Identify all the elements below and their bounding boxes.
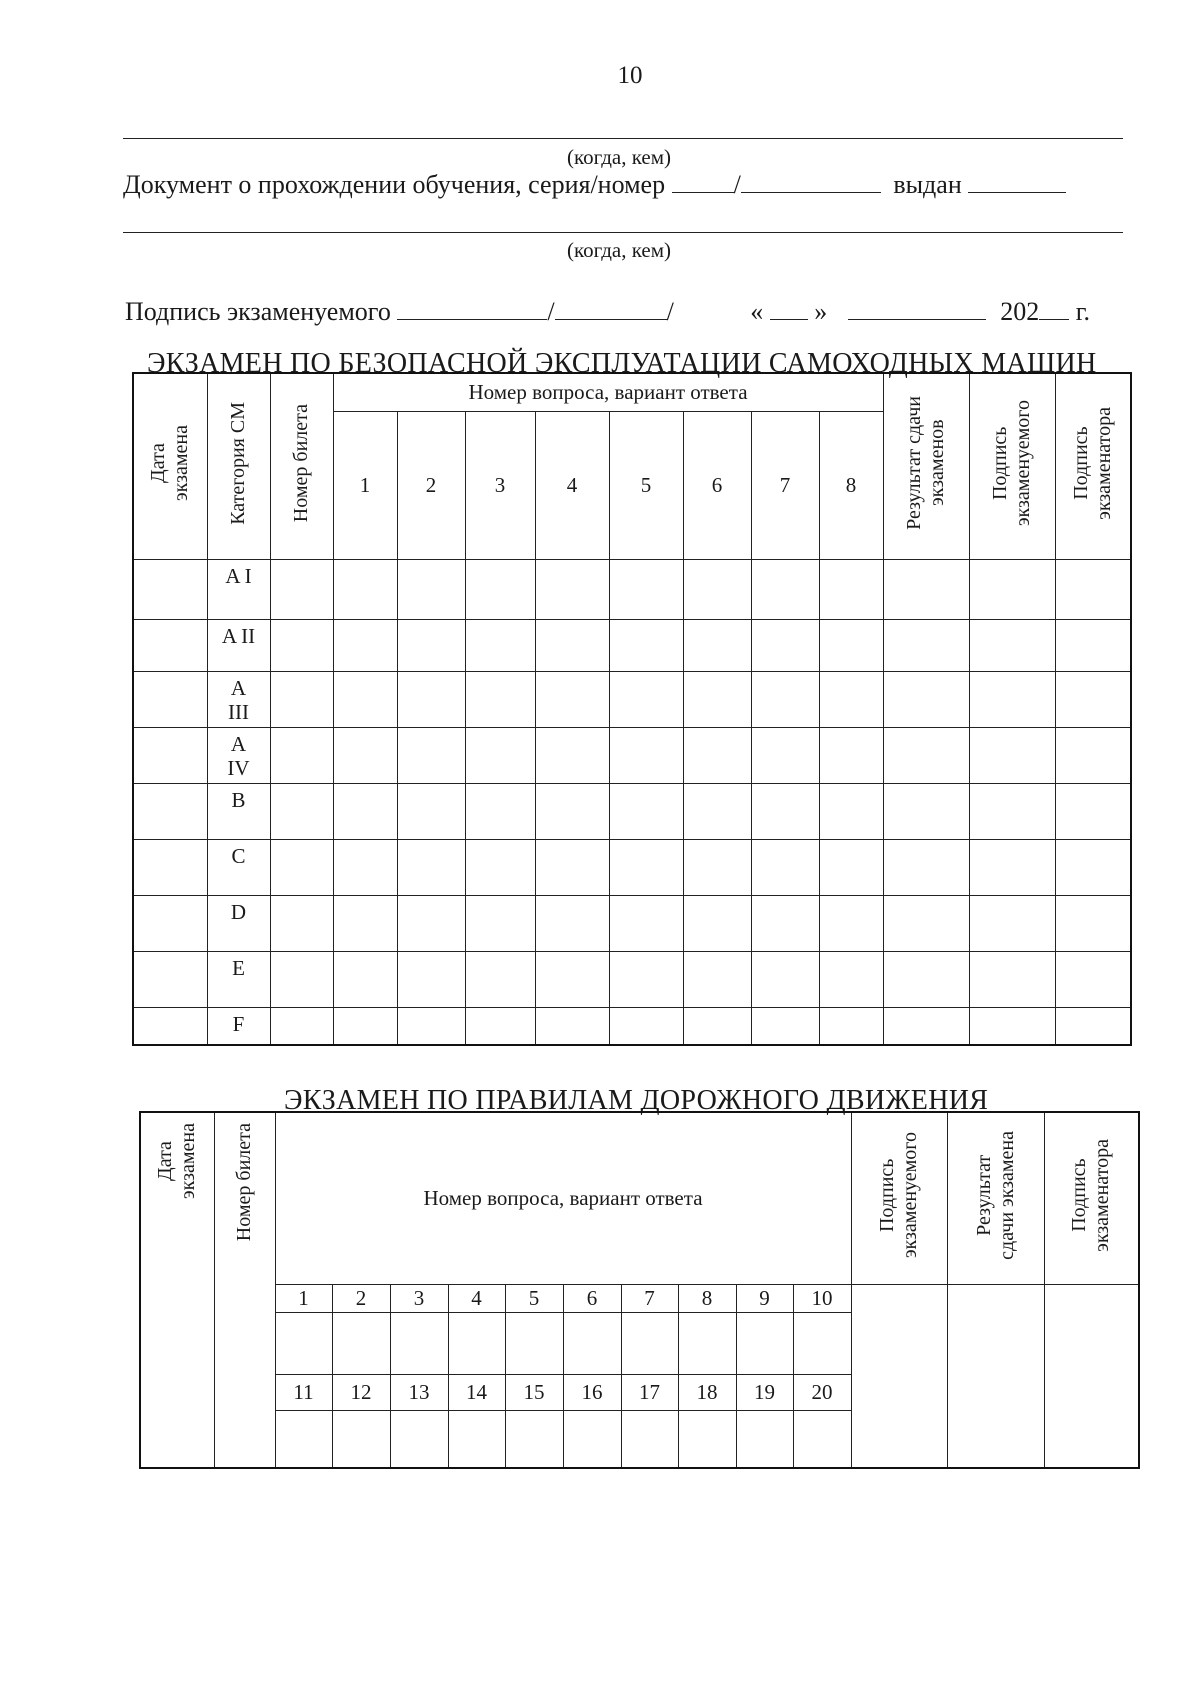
- answer-cell[interactable]: [969, 727, 1055, 783]
- answer-cell[interactable]: [751, 895, 819, 951]
- issuer-line-1[interactable]: [123, 138, 1123, 139]
- signature-line: [125, 297, 1090, 327]
- answer-cell[interactable]: [333, 895, 397, 951]
- answer-cell[interactable]: [883, 895, 969, 951]
- header-category: Категория СМ: [207, 373, 270, 559]
- answer-cell[interactable]: [535, 951, 609, 1007]
- answer-cell[interactable]: [465, 783, 535, 839]
- question-number: 11: [275, 1374, 332, 1410]
- answer-cell[interactable]: [883, 619, 969, 671]
- answer-cell[interactable]: [883, 559, 969, 619]
- answer-cell[interactable]: [609, 783, 683, 839]
- answer-cell[interactable]: [683, 619, 751, 671]
- answer-cell[interactable]: [609, 839, 683, 895]
- question-number: 5: [505, 1284, 563, 1312]
- question-number: 1: [333, 411, 397, 559]
- answer-cell[interactable]: [883, 671, 969, 727]
- examinee-signature-field[interactable]: [397, 297, 547, 320]
- answer-cell[interactable]: [1055, 727, 1131, 783]
- question-number: 17: [621, 1374, 678, 1410]
- quote-open: «: [750, 297, 764, 326]
- answer-cell[interactable]: [751, 783, 819, 839]
- header-examiner-signature: Подпись экзаменатора: [1044, 1112, 1139, 1284]
- answer-cell[interactable]: [683, 727, 751, 783]
- question-number: 4: [448, 1284, 505, 1312]
- category-row: [133, 839, 1131, 895]
- category-label: C: [207, 839, 270, 895]
- document-number-field[interactable]: [741, 170, 881, 193]
- examiner-signature-cell[interactable]: [1044, 1284, 1139, 1468]
- answer-cell[interactable]: [1055, 951, 1131, 1007]
- document-line: [123, 170, 1066, 200]
- header-result: Результат сдачи экзамена: [947, 1112, 1044, 1284]
- answer-cell[interactable]: [621, 1410, 678, 1468]
- header-ticket-number: Номер билета: [214, 1112, 275, 1468]
- question-number: 9: [736, 1284, 793, 1312]
- answer-cell[interactable]: [465, 559, 535, 619]
- answer-cell[interactable]: [535, 727, 609, 783]
- answer-cell[interactable]: [751, 839, 819, 895]
- question-number: 8: [678, 1284, 736, 1312]
- answer-cell[interactable]: [678, 1410, 736, 1468]
- category-row: [133, 895, 1131, 951]
- header-examinee-signature: Подпись экзаменуемого: [969, 373, 1055, 559]
- answer-cell[interactable]: [505, 1312, 563, 1374]
- document-issued-label: выдан: [893, 170, 962, 199]
- category-row: [133, 783, 1131, 839]
- answer-cell[interactable]: [333, 559, 397, 619]
- answer-cell[interactable]: [819, 727, 883, 783]
- answer-cell[interactable]: [609, 727, 683, 783]
- question-number: 13: [390, 1374, 448, 1410]
- examinee-signature-label: Подпись экзаменуемого: [125, 297, 391, 326]
- answer-cell[interactable]: [333, 951, 397, 1007]
- answer-cell[interactable]: [535, 671, 609, 727]
- answer-cell[interactable]: [397, 895, 465, 951]
- question-number: 18: [678, 1374, 736, 1410]
- answer-cell[interactable]: [505, 1410, 563, 1468]
- answer-cell[interactable]: [133, 951, 207, 1007]
- answer-cell[interactable]: [535, 559, 609, 619]
- answer-cell[interactable]: [969, 783, 1055, 839]
- answer-cell[interactable]: [1055, 559, 1131, 619]
- answer-cell[interactable]: [883, 951, 969, 1007]
- question-number: 14: [448, 1374, 505, 1410]
- question-number: 6: [683, 411, 751, 559]
- question-number: 10: [793, 1284, 851, 1312]
- answer-cell[interactable]: [621, 1312, 678, 1374]
- question-number: 2: [397, 411, 465, 559]
- category-label: B: [207, 783, 270, 839]
- month-field[interactable]: [848, 297, 986, 320]
- answer-cell[interactable]: [819, 895, 883, 951]
- question-number: 1: [275, 1284, 332, 1312]
- answer-cell[interactable]: [819, 783, 883, 839]
- category-label: D: [207, 895, 270, 951]
- header-result: Результат сдачи экзаменов: [883, 373, 969, 559]
- document-label: Документ о прохождении обучения, серия/номер: [123, 170, 666, 199]
- answer-cell[interactable]: [609, 895, 683, 951]
- category-row: [133, 727, 1131, 783]
- answer-cell[interactable]: [1055, 783, 1131, 839]
- answer-cell[interactable]: [683, 1007, 751, 1045]
- answer-cell[interactable]: [883, 783, 969, 839]
- category-row: [133, 559, 1131, 619]
- answer-cell[interactable]: [969, 951, 1055, 1007]
- section1-title: ЭКЗАМЕН ПО БЕЗОПАСНОЙ ЭКСПЛУАТАЦИИ САМОХОДНЫХ МАШИН: [147, 348, 1097, 379]
- answer-cell[interactable]: [397, 783, 465, 839]
- answer-cell[interactable]: [563, 1312, 621, 1374]
- answer-cell[interactable]: [397, 951, 465, 1007]
- answer-cell[interactable]: [465, 951, 535, 1007]
- answer-cell[interactable]: [397, 839, 465, 895]
- document-issued-field[interactable]: [968, 170, 1066, 193]
- answer-cell[interactable]: [535, 619, 609, 671]
- answer-cell[interactable]: [969, 619, 1055, 671]
- answer-cell[interactable]: [883, 1007, 969, 1045]
- answer-cell[interactable]: [793, 1312, 851, 1374]
- answer-cell[interactable]: [397, 559, 465, 619]
- answer-cell[interactable]: [465, 671, 535, 727]
- result-cell[interactable]: [947, 1284, 1044, 1468]
- question-number: 7: [751, 411, 819, 559]
- header-question-group: Номер вопроса, вариант ответа: [333, 373, 883, 411]
- answer-cell[interactable]: [333, 727, 397, 783]
- day-field[interactable]: [770, 297, 808, 320]
- answer-cell[interactable]: [683, 951, 751, 1007]
- year-suffix: г.: [1075, 297, 1091, 326]
- answer-cell[interactable]: [751, 671, 819, 727]
- answer-cell[interactable]: [535, 783, 609, 839]
- answer-cell[interactable]: [333, 783, 397, 839]
- category-row: [133, 619, 1131, 671]
- question-number: 20: [793, 1374, 851, 1410]
- answer-cell[interactable]: [609, 1007, 683, 1045]
- self-propelled-machines-exam-table: [132, 372, 1132, 1046]
- answer-cell[interactable]: [1055, 839, 1131, 895]
- signature-slash-1: /: [547, 297, 555, 326]
- answer-cell[interactable]: [683, 671, 751, 727]
- question-number: 15: [505, 1374, 563, 1410]
- answer-cell[interactable]: [448, 1410, 505, 1468]
- answer-cell[interactable]: [1055, 619, 1131, 671]
- category-label: A III: [207, 671, 270, 727]
- document-slash: /: [733, 170, 741, 199]
- document-series-field[interactable]: [672, 170, 734, 193]
- issuer-line-2[interactable]: [123, 232, 1123, 233]
- answer-cell[interactable]: [333, 619, 397, 671]
- category-row: [133, 1007, 1131, 1045]
- answer-cell[interactable]: [969, 895, 1055, 951]
- answer-cell[interactable]: [819, 951, 883, 1007]
- answer-cell[interactable]: [465, 727, 535, 783]
- answer-cell[interactable]: [270, 839, 333, 895]
- year-prefix: 202: [1000, 297, 1040, 326]
- answer-cell[interactable]: [133, 895, 207, 951]
- section2-title: ЭКЗАМЕН ПО ПРАВИЛАМ ДОРОЖНОГО ДВИЖЕНИЯ: [284, 1085, 989, 1116]
- answer-cell[interactable]: [1055, 895, 1131, 951]
- signature-slash-2: /: [666, 297, 674, 326]
- category-row: [133, 671, 1131, 727]
- question-number: 6: [563, 1284, 621, 1312]
- answer-cell[interactable]: [275, 1410, 332, 1468]
- answer-cell[interactable]: [133, 619, 207, 671]
- answer-cell[interactable]: [270, 727, 333, 783]
- answer-cell[interactable]: [609, 619, 683, 671]
- header-exam-date: Дата экзамена: [140, 1112, 214, 1468]
- question-number: 3: [390, 1284, 448, 1312]
- question-number: 5: [609, 411, 683, 559]
- question-number: 4: [535, 411, 609, 559]
- answer-cell[interactable]: [883, 839, 969, 895]
- answer-cell[interactable]: [751, 619, 819, 671]
- answer-cell[interactable]: [819, 671, 883, 727]
- answer-cell[interactable]: [465, 895, 535, 951]
- answer-cell[interactable]: [397, 727, 465, 783]
- caption-when-who-2: (когда, кем): [567, 238, 671, 262]
- answer-cell[interactable]: [465, 619, 535, 671]
- answer-cell[interactable]: [609, 951, 683, 1007]
- traffic-rules-exam-table: [139, 1111, 1140, 1469]
- answer-cell[interactable]: [270, 1007, 333, 1045]
- answer-cell[interactable]: [270, 783, 333, 839]
- year-field[interactable]: [1039, 297, 1069, 320]
- answer-cell[interactable]: [333, 839, 397, 895]
- answer-cell[interactable]: [751, 951, 819, 1007]
- answer-cell[interactable]: [270, 619, 333, 671]
- answer-cell[interactable]: [736, 1410, 793, 1468]
- category-label: A IV: [207, 727, 270, 783]
- question-number: 2: [332, 1284, 390, 1312]
- answer-cell[interactable]: [969, 671, 1055, 727]
- answer-cell[interactable]: [683, 559, 751, 619]
- answer-cell[interactable]: [332, 1410, 390, 1468]
- question-number: 16: [563, 1374, 621, 1410]
- header-ticket-number: Номер билета: [270, 373, 333, 559]
- header-examinee-signature: Подпись экзаменуемого: [851, 1112, 947, 1284]
- answer-cell[interactable]: [736, 1312, 793, 1374]
- category-label: E: [207, 951, 270, 1007]
- question-number: 3: [465, 411, 535, 559]
- answer-cell[interactable]: [819, 1007, 883, 1045]
- answer-cell[interactable]: [270, 895, 333, 951]
- answer-cell[interactable]: [683, 895, 751, 951]
- answer-cell[interactable]: [133, 839, 207, 895]
- answer-cell[interactable]: [819, 559, 883, 619]
- category-label: A I: [207, 559, 270, 619]
- answer-cell[interactable]: [448, 1312, 505, 1374]
- answer-cell[interactable]: [270, 951, 333, 1007]
- answer-cell[interactable]: [1055, 671, 1131, 727]
- page-number: 10: [617, 62, 643, 89]
- question-number: 7: [621, 1284, 678, 1312]
- quote-close: »: [814, 297, 828, 326]
- answer-cell[interactable]: [683, 783, 751, 839]
- answer-cell[interactable]: [609, 559, 683, 619]
- answer-cell[interactable]: [535, 1007, 609, 1045]
- answer-cell[interactable]: [609, 671, 683, 727]
- answer-cell[interactable]: [751, 727, 819, 783]
- question-number: 8: [819, 411, 883, 559]
- answer-cell[interactable]: [535, 895, 609, 951]
- answer-cell[interactable]: [333, 671, 397, 727]
- answer-cell[interactable]: [397, 1007, 465, 1045]
- answer-cell[interactable]: [465, 1007, 535, 1045]
- answer-cell[interactable]: [333, 1007, 397, 1045]
- answer-cell[interactable]: [270, 559, 333, 619]
- question-number: 19: [736, 1374, 793, 1410]
- category-label: A II: [207, 619, 270, 671]
- answer-cell[interactable]: [1055, 1007, 1131, 1045]
- answer-cell[interactable]: [683, 839, 751, 895]
- answer-cell[interactable]: [332, 1312, 390, 1374]
- answer-cell[interactable]: [969, 1007, 1055, 1045]
- examinee-name-field[interactable]: [555, 297, 667, 320]
- answer-cell[interactable]: [133, 727, 207, 783]
- answer-cell[interactable]: [465, 839, 535, 895]
- header-examiner-signature: Подпись экзаменатора: [1055, 373, 1131, 559]
- examinee-signature-cell[interactable]: [851, 1284, 947, 1468]
- answer-cell[interactable]: [535, 839, 609, 895]
- answer-cell[interactable]: [390, 1312, 448, 1374]
- answer-cell[interactable]: [969, 839, 1055, 895]
- answer-cell[interactable]: [969, 559, 1055, 619]
- answer-cell[interactable]: [793, 1410, 851, 1468]
- answer-cell[interactable]: [275, 1312, 332, 1374]
- answer-cell[interactable]: [883, 727, 969, 783]
- question-number: 12: [332, 1374, 390, 1410]
- answer-cell[interactable]: [678, 1312, 736, 1374]
- header-question-group: Номер вопроса, вариант ответа: [275, 1112, 851, 1284]
- answer-cell[interactable]: [751, 559, 819, 619]
- answer-cell[interactable]: [751, 1007, 819, 1045]
- answer-cell[interactable]: [390, 1410, 448, 1468]
- answer-cell[interactable]: [563, 1410, 621, 1468]
- answer-cell[interactable]: [819, 839, 883, 895]
- header-exam-date: Дата экзамена: [133, 373, 207, 559]
- answer-cell[interactable]: [270, 671, 333, 727]
- caption-when-who-1: (когда, кем): [567, 145, 671, 169]
- answer-cell[interactable]: [133, 671, 207, 727]
- category-label: F: [207, 1007, 270, 1045]
- answer-cell[interactable]: [397, 619, 465, 671]
- answer-cell[interactable]: [397, 671, 465, 727]
- answer-cell[interactable]: [133, 1007, 207, 1045]
- answer-cell[interactable]: [133, 559, 207, 619]
- answer-cell[interactable]: [819, 619, 883, 671]
- answer-cell[interactable]: [133, 783, 207, 839]
- category-row: [133, 951, 1131, 1007]
